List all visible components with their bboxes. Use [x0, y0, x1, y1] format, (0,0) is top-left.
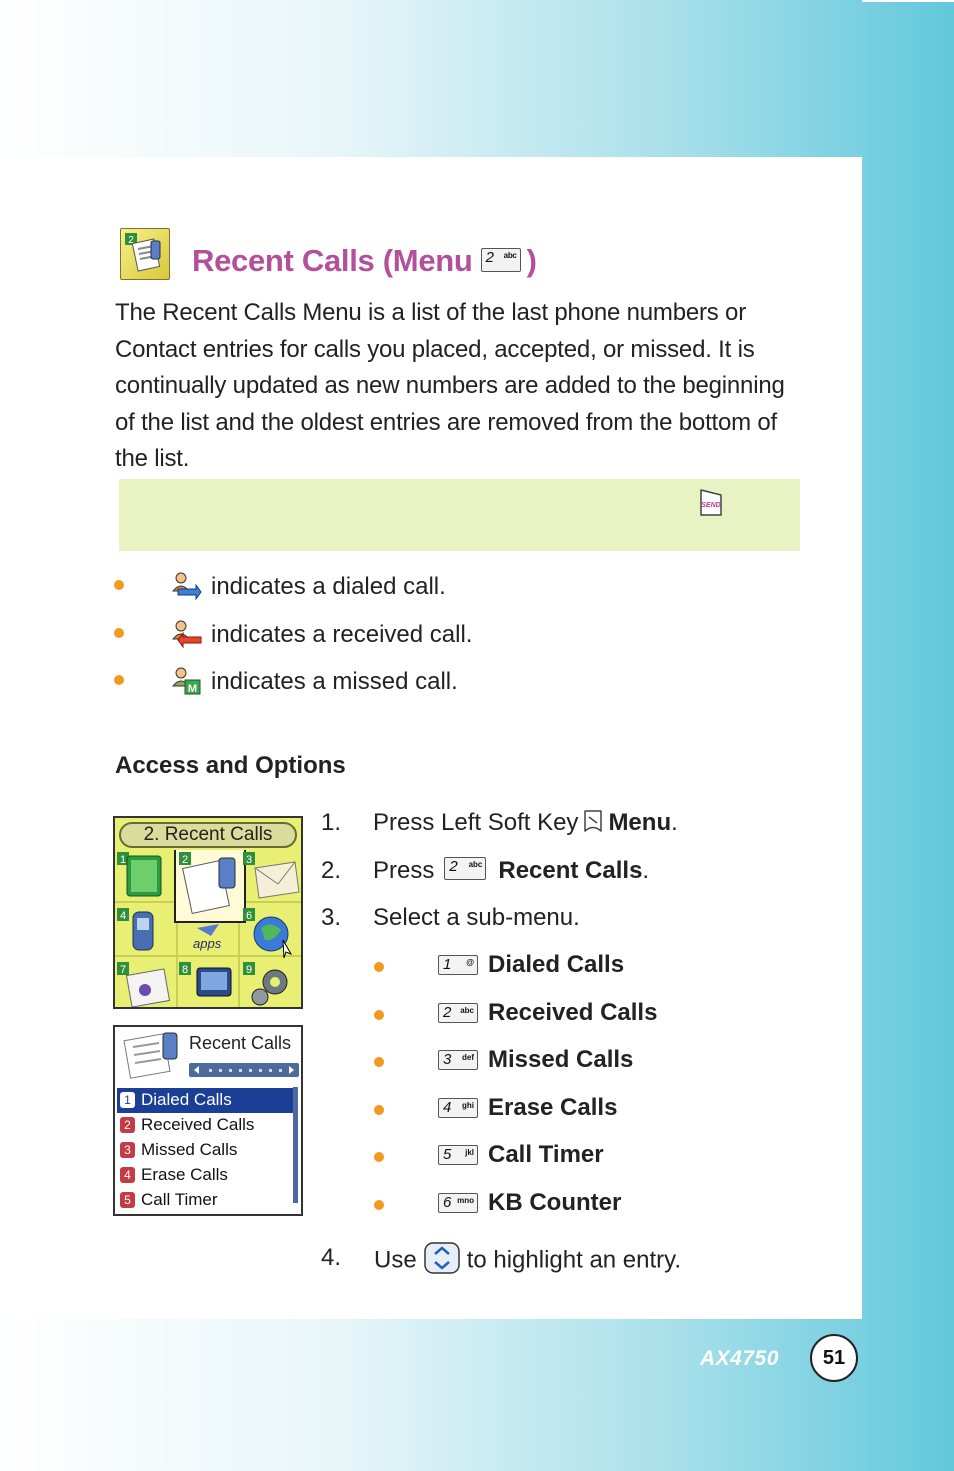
- svg-text:8: 8: [181, 964, 189, 976]
- top-rule: [862, 0, 954, 2]
- svg-text:2: 2: [181, 854, 189, 866]
- screen-menu-item[interactable]: [117, 1088, 293, 1113]
- key-digit: 1: [443, 956, 452, 973]
- item-number: 4: [120, 1167, 135, 1183]
- screen-menu-item[interactable]: [117, 1138, 301, 1163]
- key-letters: @: [466, 958, 474, 967]
- step-post: .: [642, 856, 650, 884]
- key-4-icon: [438, 1098, 478, 1118]
- submenu-label: Missed Calls: [488, 1046, 634, 1073]
- phone-screen-recent-calls: [113, 1025, 303, 1216]
- screen-scroll-bar: [189, 1063, 299, 1077]
- bullet-dot: [374, 1200, 384, 1210]
- key-2-icon: [481, 248, 521, 272]
- key-2-icon: [438, 1003, 478, 1023]
- step-text: [373, 809, 678, 837]
- key-digit: 2: [449, 857, 458, 875]
- item-label: Dialed Calls: [141, 1090, 232, 1109]
- svg-text:3: 3: [245, 854, 253, 866]
- phone-screen-menu: [113, 816, 303, 1009]
- key-letters: abc: [468, 859, 483, 869]
- key-3-icon: [438, 1050, 478, 1070]
- screen-title: Recent Calls: [189, 1033, 292, 1053]
- svg-text:4: 4: [119, 910, 127, 922]
- key-1-icon: [438, 955, 478, 975]
- call-type-text: indicates a missed call.: [211, 668, 458, 695]
- item-number: 1: [120, 1092, 135, 1108]
- bullet-dot: [114, 580, 124, 590]
- key-digit: 2: [485, 248, 494, 266]
- title-close: ): [526, 243, 537, 278]
- step-pre: Use: [374, 1246, 417, 1274]
- call-type-text: indicates a received call.: [211, 620, 473, 648]
- key-digit: 2: [443, 1003, 452, 1021]
- key-letters: jkl: [465, 1148, 474, 1157]
- scroll-arrows-icon: [189, 1063, 299, 1077]
- step-pre: Press Left Soft Key: [373, 809, 579, 836]
- page-title: [192, 243, 537, 279]
- key-letters: abc: [503, 250, 517, 260]
- submenu-label: Erase Calls: [488, 1093, 618, 1121]
- key-letters: def: [462, 1053, 474, 1062]
- screen-scrollbar: [293, 1087, 298, 1203]
- step-bold: Menu: [608, 809, 672, 836]
- step-number: 3.: [321, 904, 342, 931]
- key-letters: ghi: [462, 1100, 474, 1110]
- recent-calls-icon: [120, 228, 170, 280]
- key-digit: 5: [443, 1146, 452, 1163]
- key-letters: abc: [460, 1005, 474, 1015]
- model-name: AX4750: [700, 1347, 779, 1370]
- screen-menu-item[interactable]: [117, 1188, 301, 1213]
- svg-text:6: 6: [245, 910, 253, 922]
- step-text: [374, 1244, 681, 1278]
- missed-call-icon: [170, 666, 202, 696]
- step-pre: Press: [373, 856, 435, 884]
- step-text: [373, 857, 649, 885]
- key-5-icon: [438, 1145, 478, 1165]
- section-heading: Access and Options: [115, 752, 346, 779]
- svg-text:M: M: [187, 683, 198, 695]
- svg-text:2: 2: [128, 235, 134, 246]
- title-text: Recent Calls (Menu: [192, 243, 473, 278]
- screen-menu-item[interactable]: [117, 1113, 301, 1138]
- submenu-label: Received Calls: [488, 998, 658, 1026]
- send-key-icon: [698, 487, 724, 519]
- bullet-dot: [374, 1010, 384, 1020]
- step-post: to highlight an entry.: [466, 1246, 682, 1274]
- item-number: 5: [120, 1192, 135, 1208]
- page-number: 51: [810, 1334, 858, 1382]
- screen-header: 2. Recent Calls: [119, 822, 297, 848]
- step-post: .: [671, 809, 678, 836]
- step-number: 1.: [321, 809, 342, 836]
- step-number: 2.: [321, 856, 342, 884]
- key-letters: mno: [457, 1195, 474, 1205]
- key-digit: 6: [443, 1193, 452, 1211]
- svg-text:7: 7: [119, 964, 127, 976]
- left-soft-key-icon: [582, 808, 604, 834]
- submenu-label: Call Timer: [488, 1141, 604, 1168]
- item-number: 2: [120, 1117, 135, 1133]
- step-text: Select a sub-menu.: [373, 904, 580, 931]
- bullet-dot: [374, 1152, 384, 1162]
- item-label: Missed Calls: [141, 1140, 238, 1159]
- screen-menu-item[interactable]: [117, 1163, 301, 1188]
- bullet-dot: [114, 628, 124, 638]
- item-label: Call Timer: [141, 1190, 218, 1209]
- apps-label: apps: [193, 936, 222, 951]
- received-call-icon: [170, 619, 202, 649]
- submenu-label: KB Counter: [488, 1188, 622, 1216]
- bullet-dot: [114, 675, 124, 685]
- dialed-call-icon: [170, 571, 202, 601]
- recent-calls-screen-icon: [119, 1029, 185, 1081]
- key-2-icon: [444, 857, 486, 880]
- item-label: Erase Calls: [141, 1165, 228, 1184]
- bullet-dot: [374, 962, 384, 972]
- key-digit: 4: [443, 1098, 452, 1116]
- menu-grid: [115, 850, 301, 1009]
- step-number: 4.: [321, 1244, 342, 1271]
- item-number: 3: [120, 1142, 135, 1158]
- svg-text:1: 1: [119, 854, 127, 866]
- item-label: Received Calls: [141, 1115, 255, 1134]
- key-digit: 3: [443, 1051, 452, 1068]
- svg-text:9: 9: [245, 964, 253, 976]
- bullet-dot: [374, 1105, 384, 1115]
- submenu-label: Dialed Calls: [488, 951, 625, 978]
- bullet-dot: [374, 1057, 384, 1067]
- key-6-icon: [438, 1193, 478, 1213]
- navigation-key-icon: [423, 1241, 461, 1275]
- call-type-text: indicates a dialed call.: [211, 573, 446, 600]
- intro-paragraph: The Recent Calls Menu is a list of the last phone numbers or Contact entries for calls you placed, accepted, or missed. It is continually updated as new numbers are added to the beginning of the list and the oldest entries are removed from the bottom of the list.: [115, 299, 785, 472]
- screen-menu-list: [117, 1088, 301, 1213]
- send-key-label: SEND: [701, 502, 721, 509]
- step-bold: Recent Calls: [498, 856, 643, 884]
